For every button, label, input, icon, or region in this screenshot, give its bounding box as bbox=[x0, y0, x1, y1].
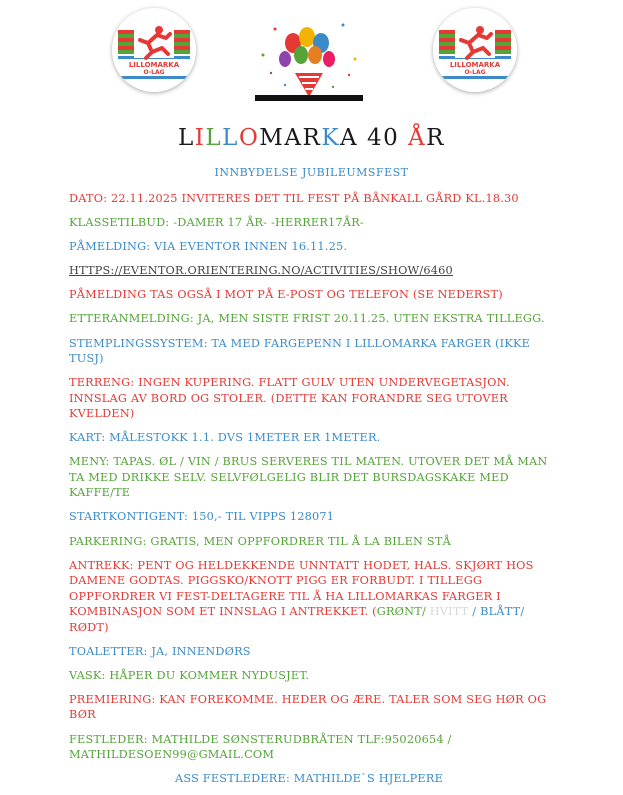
page-title bbox=[0, 125, 623, 151]
dress-code-white: HVITT bbox=[425, 605, 473, 619]
date-line: DATO: 22.11.2025 INVITERES DET TIL FEST PÅ BÅNKALL GÅRD KL.18.30 bbox=[69, 192, 519, 205]
parking-line: PARKERING: GRATIS, MEN OPPFORDRER TIL Å LA BILEN STÅ bbox=[69, 534, 451, 548]
punching-system-line: STEMPLINGSSYSTEM: TA MED FARGEPENN I LILLOMARKA FARGER (IKKE TUSJ) bbox=[69, 336, 531, 366]
dress-code-text: ANTREKK: PENT OG HELDEKKENDE UNNTATT HODET, HALS. SKJØRT HOS DAMENE GODTAS. PIGGSKO/KNOTT PIGG ER FORBUDT. I TILLEGG OPPFORDRER VI FEST-DELTAGERE TIL Å HA LILLOMARKAS FARGER I KOMBINASJON SOM ET INNSLAG I ANTREKKET. ( bbox=[69, 558, 534, 619]
terrain-line: TERRENG: INGEN KUPERING. FLATT GULV UTEN UNDERVEGETASJON. INNSLAG AV BORD OG STOLER. (DETTE KAN FORANDRE SEG UTOVER KVELDEN) bbox=[69, 376, 510, 421]
club-logo-left bbox=[112, 8, 196, 92]
invitation-body bbox=[69, 191, 549, 795]
toilets-line: TOALETTER: JA, INNENDØRS bbox=[69, 644, 251, 658]
party-balloons-image bbox=[255, 15, 363, 101]
registration-email-line: PÅMELDING TAS OGSÅ I MOT PÅ E-POST OG TELEFON (SE NEDERST) bbox=[69, 288, 503, 302]
svg-text:LILLOMARKA: LILLOMARKA bbox=[449, 61, 501, 69]
dress-code-blue: / BLÅTT/ bbox=[472, 605, 525, 619]
party-leader-line: FESTLEDER: MATHILDE SØNSTERUDBRÅTEN TLF:95020654 / MATHILDESOEN99@GMAIL.COM bbox=[69, 732, 452, 761]
title-letter: R bbox=[426, 125, 445, 151]
class-offer-line: KLASSETILBUD: -DAMER 17 ÅR- -HERRER17ÅR- bbox=[69, 216, 364, 230]
title-letter: L bbox=[178, 125, 195, 151]
subtitle: INNBYDELSE JUBILEUMSFEST bbox=[214, 166, 409, 179]
eventor-link[interactable]: HTTPS://EVENTOR.ORIENTERING.NO/ACTIVITIES/SHOW/6460 bbox=[69, 264, 453, 278]
svg-text:O-LAG: O-LAG bbox=[464, 69, 486, 76]
runner-logo-icon bbox=[112, 8, 196, 92]
title-letter: 0 bbox=[383, 125, 400, 151]
title-letter: A bbox=[284, 125, 303, 151]
club-logo-right bbox=[433, 8, 517, 92]
svg-text:O-LAG: O-LAG bbox=[143, 69, 165, 76]
dress-code-green: GRØNT/ bbox=[376, 605, 426, 619]
title-letter: M bbox=[259, 125, 285, 151]
title-letter: K bbox=[321, 125, 340, 151]
title-letter: R bbox=[302, 125, 322, 151]
title-letter: L bbox=[205, 125, 223, 151]
title-letter: A bbox=[340, 125, 359, 151]
map-line: KART: MÅLESTOKK 1.1. DVS 1METER ER 1METER. bbox=[69, 431, 381, 445]
title-letter bbox=[399, 125, 408, 151]
svg-text:LILLOMARKA: LILLOMARKA bbox=[128, 61, 180, 69]
title-letter: I bbox=[194, 125, 206, 151]
title-letter: L bbox=[222, 125, 239, 151]
registration-line: PÅMELDING: VIA EVENTOR INNEN 16.11.25. bbox=[69, 240, 348, 254]
assistant-leaders-line: ASS FESTLEDERE: MATHILDE`S HJELPERE bbox=[174, 772, 444, 786]
entry-fee-line: STARTKONTIGENT: 150,- TIL VIPPS 128071 bbox=[69, 510, 335, 524]
title-letter: Å bbox=[408, 125, 427, 151]
title-letter bbox=[358, 125, 367, 151]
wash-line: VASK: HÅPER DU KOMMER NYDUSJET. bbox=[69, 668, 310, 682]
menu-line: MENY: TAPAS. ØL / VIN / BRUS SERVERES TIL MATEN. UTOVER DET MÅ MAN TA MED DRIKKE SELV. SELVFØLGELIG BLIR DET BURSDAGSKAKE MED KAFFE/TE bbox=[69, 455, 548, 500]
prizes-line: PREMIERING: KAN FOREKOMME. HEDER OG ÆRE. TALER SOM SEG HØR OG BØR bbox=[69, 692, 547, 722]
title-letter: 4 bbox=[366, 125, 384, 151]
late-registration-line: ETTERANMELDING: JA, MEN SISTE FRIST 20.11.25. UTEN EKSTRA TILLEGG. bbox=[69, 312, 545, 326]
dress-code-red: RØDT) bbox=[69, 620, 109, 634]
runner-logo-icon bbox=[433, 8, 517, 92]
balloons-confetti-icon bbox=[255, 15, 363, 101]
title-letter: O bbox=[238, 125, 260, 151]
dress-code-line bbox=[69, 558, 549, 636]
